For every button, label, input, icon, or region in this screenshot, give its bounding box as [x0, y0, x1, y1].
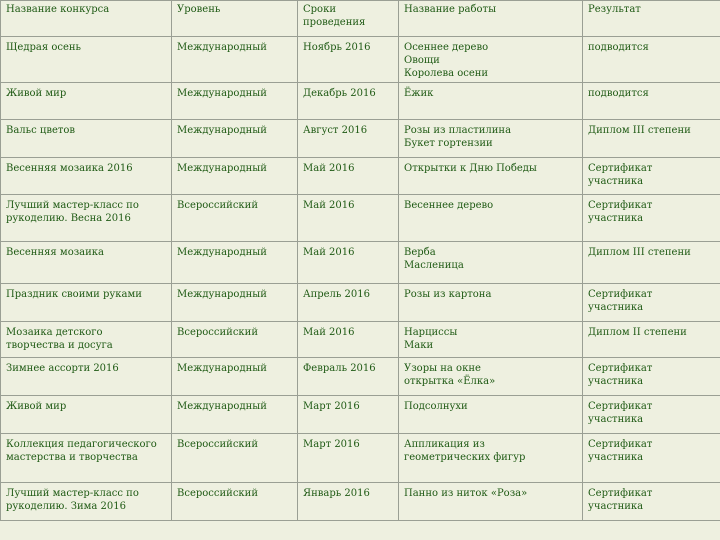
- cell-dates: Март 2016: [298, 434, 399, 483]
- table-row: [1, 322, 720, 358]
- cell-result: Сертификат участника: [583, 483, 720, 521]
- cell-dates: Май 2016: [298, 322, 399, 358]
- cell-work-title: Подсолнухи: [399, 396, 583, 434]
- cell-dates: Январь 2016: [298, 483, 399, 521]
- cell-level: Всероссийский: [172, 483, 298, 521]
- cell-work-title: Нарциссы Маки: [399, 322, 583, 358]
- cell-contest-name: Весенняя мозаика: [1, 242, 172, 284]
- table-row: [1, 434, 720, 483]
- header-work-title: Название работы: [399, 1, 583, 37]
- cell-result: подводится: [583, 83, 720, 120]
- table-row: [1, 396, 720, 434]
- cell-dates: Февраль 2016: [298, 358, 399, 396]
- cell-dates: Май 2016: [298, 158, 399, 195]
- cell-result: Сертификат участника: [583, 284, 720, 322]
- cell-dates: Май 2016: [298, 195, 399, 242]
- cell-result: Сертификат участника: [583, 358, 720, 396]
- cell-level: Международный: [172, 83, 298, 120]
- cell-contest-name: Лучший мастер-класс по рукоделию. Весна 2016: [1, 195, 172, 242]
- table-row: [1, 358, 720, 396]
- cell-contest-name: Коллекция педагогического мастерства и творчества: [1, 434, 172, 483]
- cell-contest-name: Праздник своими руками: [1, 284, 172, 322]
- cell-level: Международный: [172, 358, 298, 396]
- table-row: [1, 158, 720, 195]
- cell-dates: Ноябрь 2016: [298, 37, 399, 83]
- cell-contest-name: Лучший мастер-класс по рукоделию. Зима 2016: [1, 483, 172, 521]
- cell-result: Диплом III степени: [583, 242, 720, 284]
- cell-work-title: Узоры на окне открытка «Ёлка»: [399, 358, 583, 396]
- table-row: [1, 83, 720, 120]
- cell-result: подводится: [583, 37, 720, 83]
- cell-level: Всероссийский: [172, 434, 298, 483]
- table-row: [1, 195, 720, 242]
- cell-level: Международный: [172, 120, 298, 158]
- cell-dates: Май 2016: [298, 242, 399, 284]
- table-row: [1, 483, 720, 521]
- cell-work-title: Розы из картона: [399, 284, 583, 322]
- cell-level: Международный: [172, 284, 298, 322]
- cell-contest-name: Вальс цветов: [1, 120, 172, 158]
- header-level: Уровень: [172, 1, 298, 37]
- table-header-row: [1, 1, 720, 37]
- header-result: Результат: [583, 1, 720, 37]
- cell-level: Международный: [172, 158, 298, 195]
- cell-work-title: Панно из ниток «Роза»: [399, 483, 583, 521]
- cell-dates: Март 2016: [298, 396, 399, 434]
- cell-work-title: Ёжик: [399, 83, 583, 120]
- table-row: [1, 242, 720, 284]
- cell-work-title: Верба Масленица: [399, 242, 583, 284]
- cell-level: Международный: [172, 37, 298, 83]
- cell-contest-name: Весенняя мозаика 2016: [1, 158, 172, 195]
- cell-contest-name: Мозаика детского творчества и досуга: [1, 322, 172, 358]
- cell-work-title: Аппликация из геометрических фигур: [399, 434, 583, 483]
- cell-dates: Август 2016: [298, 120, 399, 158]
- header-dates: Сроки проведения: [298, 1, 399, 37]
- cell-contest-name: Живой мир: [1, 396, 172, 434]
- cell-result: Диплом III степени: [583, 120, 720, 158]
- table-row: [1, 37, 720, 83]
- cell-level: Международный: [172, 242, 298, 284]
- table-row: [1, 284, 720, 322]
- cell-work-title: Розы из пластилина Букет гортензии: [399, 120, 583, 158]
- cell-result: Сертификат участника: [583, 158, 720, 195]
- cell-result: Сертификат участника: [583, 195, 720, 242]
- cell-work-title: Открытки к Дню Победы: [399, 158, 583, 195]
- cell-dates: Апрель 2016: [298, 284, 399, 322]
- cell-work-title: Осеннее дерево Овощи Королева осени: [399, 37, 583, 83]
- cell-level: Международный: [172, 396, 298, 434]
- cell-contest-name: Живой мир: [1, 83, 172, 120]
- cell-contest-name: Щедрая осень: [1, 37, 172, 83]
- cell-work-title: Весеннее дерево: [399, 195, 583, 242]
- cell-contest-name: Зимнее ассорти 2016: [1, 358, 172, 396]
- header-contest-name: Название конкурса: [1, 1, 172, 37]
- cell-result: Сертификат участника: [583, 396, 720, 434]
- table-row: [1, 120, 720, 158]
- cell-level: Всероссийский: [172, 322, 298, 358]
- cell-level: Всероссийский: [172, 195, 298, 242]
- cell-result: Диплом II степени: [583, 322, 720, 358]
- cell-dates: Декабрь 2016: [298, 83, 399, 120]
- cell-result: Сертификат участника: [583, 434, 720, 483]
